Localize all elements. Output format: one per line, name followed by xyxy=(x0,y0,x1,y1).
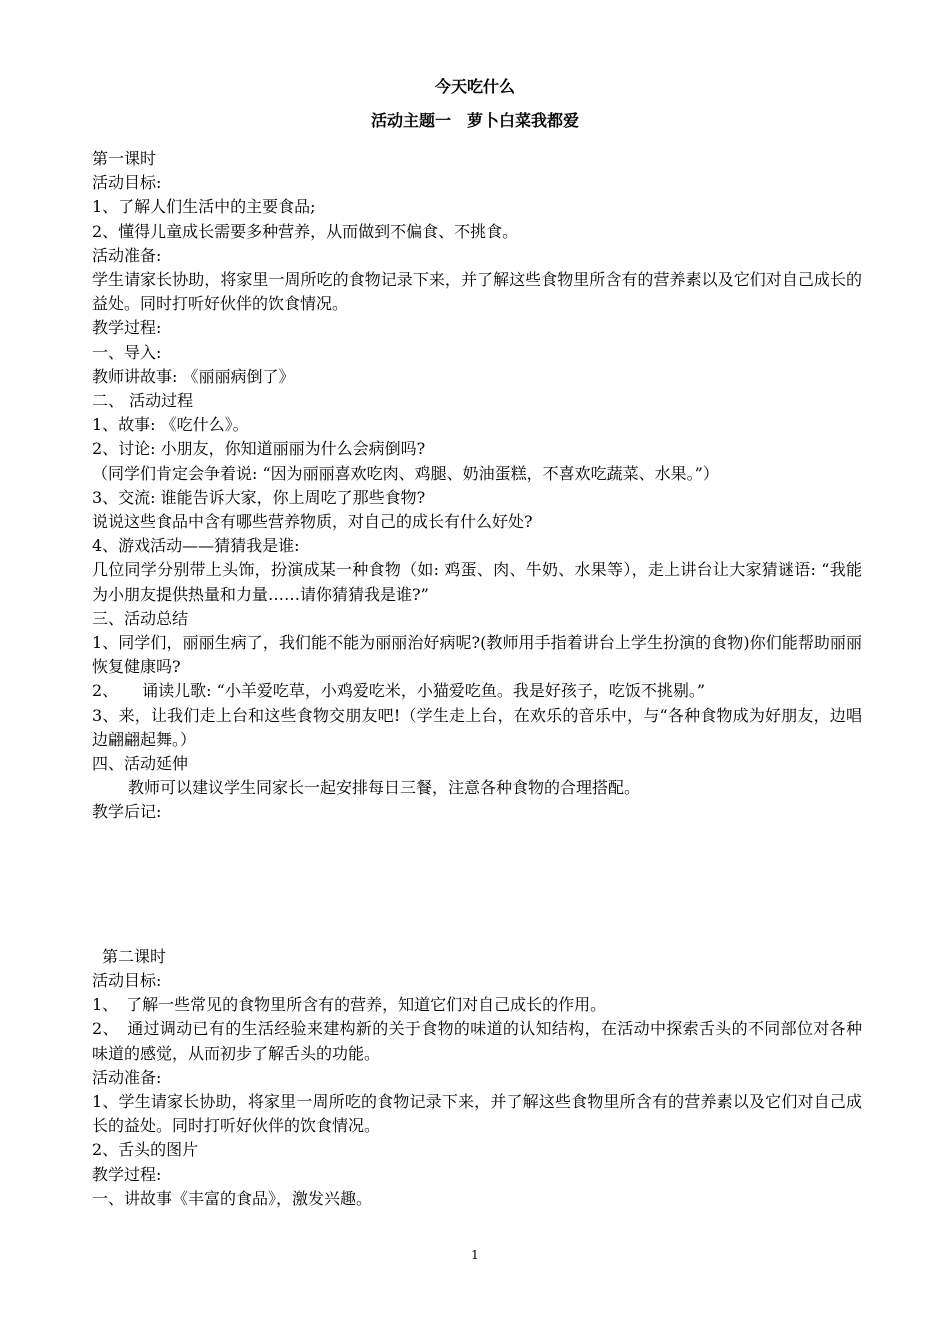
document-title: 今天吃什么 xyxy=(434,77,515,96)
lesson1-step-3-3: 3、来，让我们走上台和这些食物交朋友吧!（学生走上台，在欢乐的音乐中，与“各种食物成为好朋友，边唱边翩翩起舞。） xyxy=(92,705,862,749)
lesson1-step-2-1: 1、故事: 《吃什么》。 xyxy=(92,415,249,435)
lesson2-heading: 第二课时 xyxy=(102,946,167,966)
lesson2-section-1: 一、讲故事《丰富的食品》，激发兴趣。 xyxy=(92,1188,373,1208)
page-number: 1 xyxy=(471,1248,479,1262)
lesson1-step-2-3-note: 说说这些食品中含有哪些营养物质，对自己的成长有什么好处? xyxy=(92,512,533,532)
lesson1-step-2-2: 2、讨论: 小朋友，你知道丽丽为什么会病倒吗? xyxy=(92,439,426,459)
lesson1-section-3: 三、活动总结 xyxy=(92,608,189,628)
lesson1-step-2-2-note: （同学们肯定会争着说: “因为丽丽喜欢吃肉、鸡腿、奶油蛋糕，不喜欢吃蔬菜、水果。”） xyxy=(92,463,719,483)
notes-blank-space xyxy=(92,825,862,945)
lesson1-goals-label: 活动目标: xyxy=(92,173,162,193)
lesson1-process-label: 教学过程: xyxy=(92,318,162,338)
lesson2-goals-label: 活动目标: xyxy=(92,970,162,990)
lesson1-step-2-4-text: 几位同学分别带上头饰，扮演成某一种食物（如: 鸡蛋、肉、牛奶、水果等），走上讲台让大家猜谜语: “我能为小朋友提供热量和力量……请你猜猜我是谁?” xyxy=(92,560,862,604)
lesson1-step-3-1: 1、同学们，丽丽生病了，我们能不能为丽丽治好病呢?(教师用手指着讲台上学生扮演的食物)你们能帮助丽丽恢复健康吗? xyxy=(92,633,862,677)
lesson1-section-2: 二、 活动过程 xyxy=(92,391,194,411)
lesson1-step-2-4: 4、游戏活动——猜猜我是谁: xyxy=(92,536,300,556)
lesson2-goal-2: 2、 通过调动已有的生活经验来建构新的关于食物的味道的认知结构，在活动中探索舌头的不同部位对各种味道的感觉，从而初步了解舌头的功能。 xyxy=(92,1019,862,1063)
lesson1-heading: 第一课时 xyxy=(92,149,157,168)
lesson2-prep-2: 2、舌头的图片 xyxy=(92,1140,199,1160)
lesson2-prep-label: 活动准备: xyxy=(92,1067,162,1087)
lesson1-goal-1: 1、了解人们生活中的主要食品; xyxy=(92,197,316,217)
lesson2-prep-1: 1、学生请家长协助，将家里一周所吃的食物记录下来，并了解这些食物里所含有的营养素以及它们对自己成长的益处。同时打听好伙伴的饮食情况。 xyxy=(92,1091,862,1136)
lesson1-section-1: 一、导入: xyxy=(92,342,162,362)
lesson1-prep-text: 学生请家长协助，将家里一周所吃的食物记录下来，并了解这些食物里所含有的营养素以及它们对自己成长的益处。同时打听好伙伴的饮食情况。 xyxy=(92,270,862,314)
lesson2-goal-1: 1、 了解一些常见的食物里所含有的营养，知道它们对自己成长的作用。 xyxy=(92,995,607,1015)
lesson1-section-1-text: 教师讲故事: 《丽丽病倒了》 xyxy=(92,366,295,386)
lesson1-goal-2: 2、懂得儿童成长需要多种营养，从而做到不偏食、不挑食。 xyxy=(92,221,519,241)
lesson1-prep-label: 活动准备: xyxy=(92,245,162,265)
lesson2-process-label: 教学过程: xyxy=(92,1164,162,1184)
lesson1-step-3-2: 2、 诵读儿歌: “小羊爱吃草，小鸡爱吃米，小猫爱吃鱼。我是好孩子，吃饭不挑剔。” xyxy=(92,681,706,701)
document-subtitle: 活动主题一 萝卜白菜我都爱 xyxy=(370,111,579,130)
lesson1-step-2-3: 3、交流: 谁能告诉大家，你上周吃了那些食物? xyxy=(92,487,426,507)
lesson1-section-4: 四、活动延伸 xyxy=(92,754,189,774)
document-body xyxy=(92,147,862,1211)
lesson1-section-4-text: 教师可以建议学生同家长一起安排每日三餐，注意各种食物的合理搭配。 xyxy=(128,778,641,798)
lesson1-notes-label: 教学后记: xyxy=(92,802,162,822)
